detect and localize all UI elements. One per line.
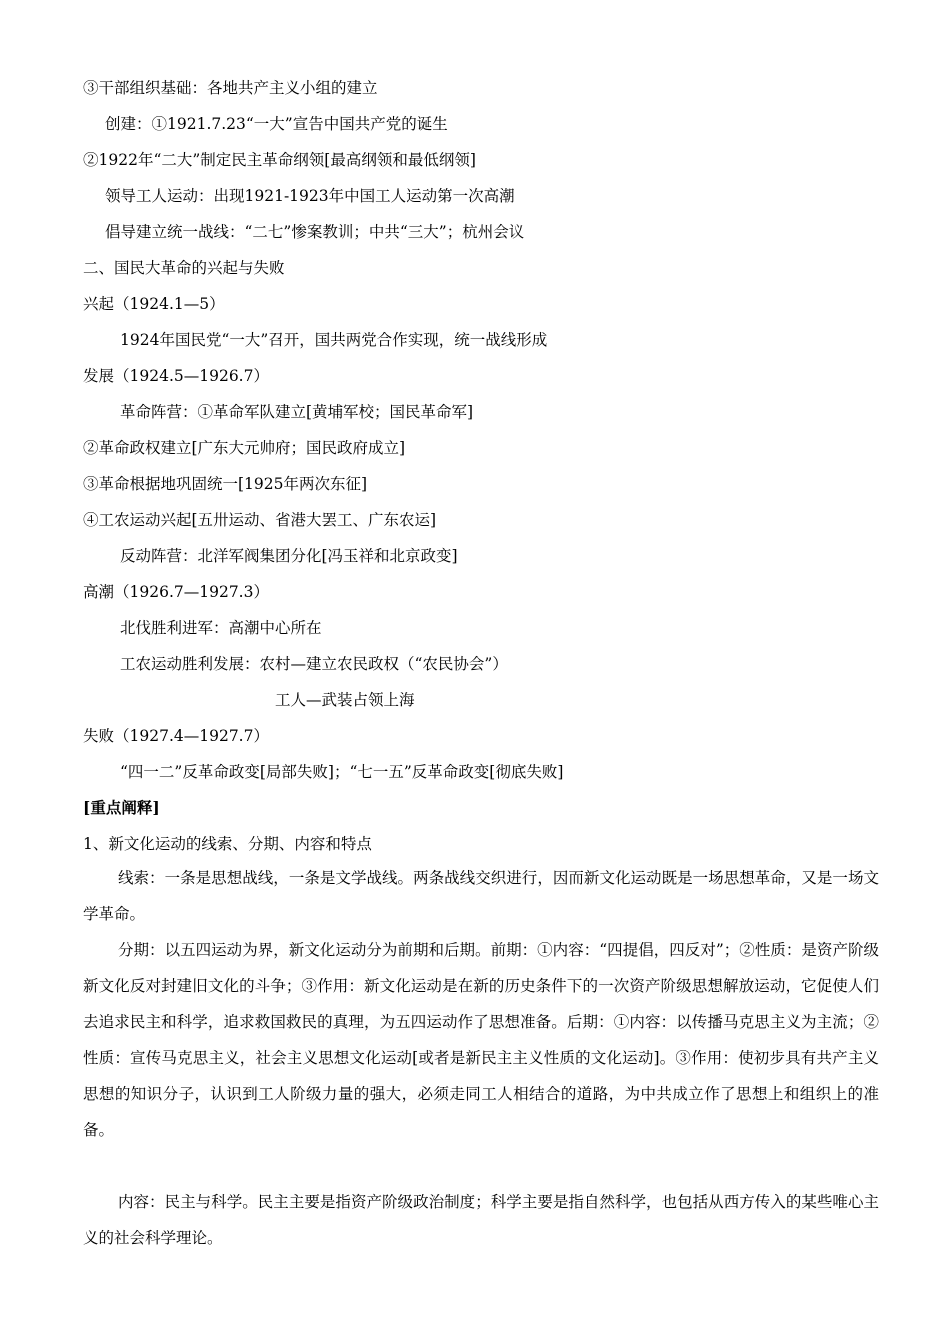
stage-heading: 发展（1924.5—1926.7） [83, 367, 269, 385]
paragraph-content: 内容：民主与科学。民主主要是指资产阶级政治制度；科学主要是指自然科学，也包括从西方传入的某些唯心主义的社会科学理论。 [83, 1193, 879, 1247]
section-heading: 二、国民大革命的兴起与失败 [83, 259, 285, 277]
text-line: 创建：①1921.7.23“一大”宣告中国共产党的诞生 [105, 115, 448, 133]
key-points-heading: [重点阐释] [83, 798, 160, 817]
paragraph-clues: 线索：一条是思想战线，一条是文学战线。两条战线交织进行，因而新文化运动既是一场思想革命，又是一场文学革命。 [83, 869, 879, 923]
stage-heading: 失败（1927.4—1927.7） [83, 727, 269, 745]
text-line: 倡导建立统一战线：“二七”惨案教训；中共“三大”；杭州会议 [105, 223, 525, 241]
text-line: ②1922年“二大”制定民主革命纲领[最高纲领和最低纲领] [83, 151, 476, 169]
text-line: 北伐胜利进军：高潮中心所在 [120, 619, 322, 637]
stage-heading: 高潮（1926.7—1927.3） [83, 583, 269, 601]
text-line: 领导工人运动：出现1921-1923年中国工人运动第一次高潮 [105, 187, 515, 205]
text-line: 反动阵营：北洋军阀集团分化[冯玉祥和北京政变] [120, 547, 458, 565]
text-line: ②革命政权建立[广东大元帅府；国民政府成立] [83, 439, 406, 457]
text-line: “四一二”反革命政变[局部失败]；“七一五”反革命政变[彻底失败] [120, 763, 564, 781]
text-line: ④工农运动兴起[五卅运动、省港大罢工、广东农运] [83, 511, 437, 529]
text-line: 工人—武装占领上海 [275, 691, 415, 709]
paragraph-periods: 分期：以五四运动为界，新文化运动分为前期和后期。前期：①内容：“四提倡，四反对”；②性质：是资产阶级新文化反对封建旧文化的斗争；③作用：新文化运动是在新的历史条件下的一次资产阶级思想解放运动，它促使人们去追求民主和科学，追求救国救民的真理，为五四运动作了思想准备。后期：①内容：以传播马克思主义为主流；②性质：宣传马克思主义，社会主义思想文化运动[或者是新民主主义性质的文化运动]。③作用：使初步具有共产主义思想的知识分子，认识到工人阶级力量的强大，必须走同工人相结合的道路，为中共成立作了思想上和组织上的准备。 [83, 941, 879, 1139]
text-line: 革命阵营：①革命军队建立[黄埔军校；国民革命军] [120, 403, 474, 421]
text-line: ③干部组织基础：各地共产主义小组的建立 [83, 79, 378, 97]
text-line: 工农运动胜利发展：农村—建立农民政权（“农民协会”） [120, 655, 508, 673]
text-line: 1924年国民党“一大”召开，国共两党合作实现，统一战线形成 [120, 331, 548, 349]
stage-heading: 兴起（1924.1—5） [83, 295, 225, 313]
topic-heading: 1、新文化运动的线索、分期、内容和特点 [83, 835, 372, 853]
text-line: ③革命根据地巩固统一[1925年两次东征] [83, 475, 368, 493]
